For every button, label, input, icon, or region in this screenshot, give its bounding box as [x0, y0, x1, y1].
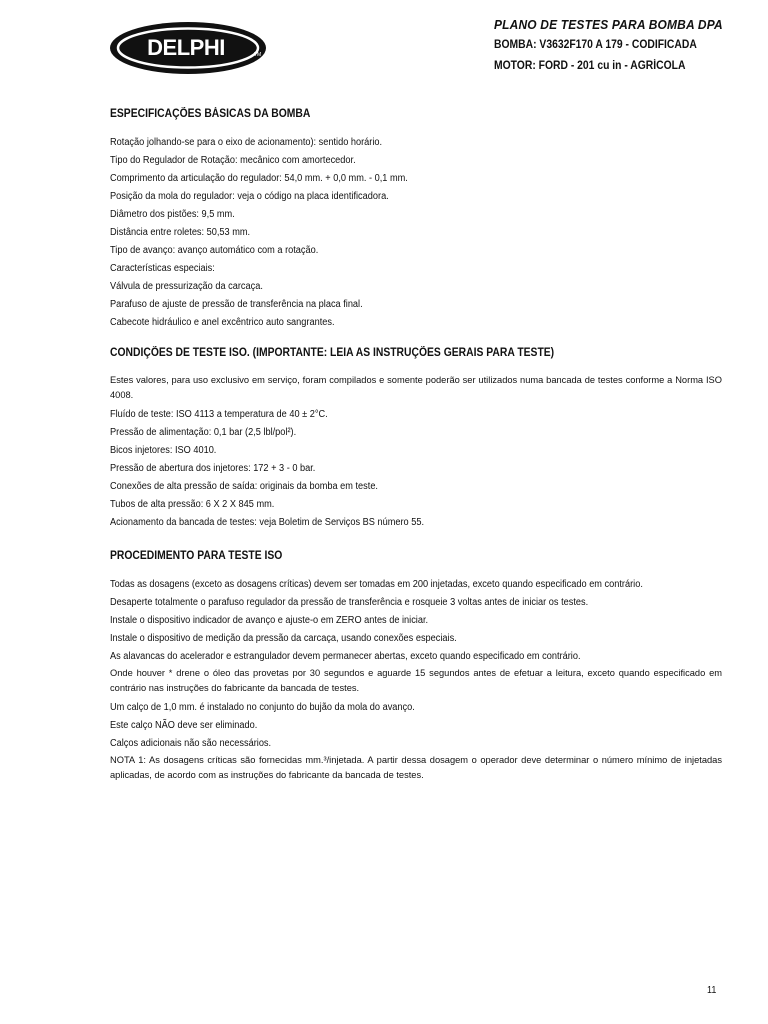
delphi-logo [108, 20, 268, 76]
procedure-line: Desaperte totalmente o parafuso regulador da pressão de transferência e rosqueie 3 voltas antes de iniciar os testes. [110, 597, 589, 608]
procedure-line: Este calço NÃO deve ser eliminado. [110, 720, 258, 731]
condition-line: Conexões de alta pressão de saída: originais da bomba em teste. [110, 481, 378, 492]
document-title: PLANO DE TESTES PARA BOMBA DPA [494, 17, 723, 32]
motor-model: MOTOR: FORD - 201 cu in - AGRÍCOLA [494, 60, 686, 72]
spec-line: Rotação jolhando-se para o eixo de acionamento): sentido horário. [110, 137, 383, 148]
condition-line: Bicos injetores: ISO 4010. [110, 445, 217, 456]
procedure-line: Um calço de 1,0 mm. é instalado no conjunto do bujão da mola do avanço. [110, 702, 415, 713]
spec-line: Diâmetro dos pistões: 9,5 mm. [110, 209, 235, 220]
condition-line: Tubos de alta pressão: 6 X 2 X 845 mm. [110, 499, 275, 510]
spec-line: Cabecote hidráulico e anel excêntrico auto sangrantes. [110, 317, 335, 328]
section-heading: PROCEDIMENTO PARA TESTE ISO [110, 550, 283, 562]
condition-line: Fluído de teste: ISO 4113 a temperatura de 40 ± 2°C. [110, 409, 328, 420]
spec-line: Posição da mola do regulador: veja o código na placa identificadora. [110, 191, 389, 202]
condition-line: Acionamento da bancada de testes: veja Boletim de Serviços BS número 55. [110, 517, 425, 528]
section-iso-procedure [110, 546, 722, 783]
spec-line: Distância entre roletes: 50,53 mm. [110, 227, 251, 238]
svg-text:TM: TM [254, 52, 262, 58]
procedure-line: Calços adicionais não são necessários. [110, 738, 272, 749]
spec-line: Comprimento da articulação do regulador: 54,0 mm. + 0,0 mm. - 0,1 mm. [110, 173, 408, 184]
section-heading: CONDIÇÕES DE TESTE ISO. (IMPORTANTE: LEIA AS INSTRUÇÕES GERAIS PARA TESTE) [110, 347, 555, 359]
procedure-line: Todas as dosagens (exceto as dosagens críticas) devem ser tomadas em 200 injetadas, exceto quando especificado em contrário. [110, 579, 643, 590]
document-header [494, 15, 734, 77]
condition-line: Pressão de alimentação: 0,1 bar (2,5 lbl/pol²). [110, 427, 297, 438]
procedure-line: Instale o dispositivo de medição da pressão da carcaça, usando conexões especiais. [110, 633, 457, 644]
page-number: 11 [707, 985, 717, 996]
spec-line: Características especiais: [110, 263, 215, 274]
spec-line: Tipo de avanço: avanço automático com a rotação. [110, 245, 319, 256]
logo-wordmark: DELPHI [147, 35, 225, 60]
section-basic-specs [110, 104, 722, 332]
spec-line: Parafuso de ajuste de pressão de transferência na placa final. [110, 299, 363, 310]
spec-line: Tipo do Regulador de Rotação: mecânico com amortecedor. [110, 155, 356, 166]
procedure-line: Instale o dispositivo indicador de avanço e ajuste-o em ZERO antes de iniciar. [110, 615, 429, 626]
spec-line: Válvula de pressurização da carcaça. [110, 281, 263, 292]
note-1: NOTA 1: As dosagens críticas são fornecidas mm.³/injetada. A partir dessa dosagem o operador deve determinar o número mínimo de injetadas aplicadas, de acordo com as instruções do fabricante da bancada de testes. [110, 755, 722, 780]
condition-line: Estes valores, para uso exclusivo em serviço, foram compilados e somente poderão ser utilizados numa bancada de testes conforme a Norma ISO 4008. [110, 375, 722, 400]
section-iso-conditions [110, 343, 722, 532]
pump-model: BOMBA: V3632F170 A 179 - CODIFICADA [494, 39, 697, 51]
procedure-line: Onde houver * drene o óleo das provetas por 30 segundos e aguarde 15 segundos antes de efetuar a leitura, exceto quando especificado em contrário nas instruções do fabricante da bancada de testes. [110, 668, 722, 693]
procedure-line: As alavancas do acelerador e estrangulador devem permanecer abertas, exceto quando especificado em contrário. [110, 651, 581, 662]
document-body [110, 104, 722, 786]
condition-line: Pressão de abertura dos injetores: 172 + 3 - 0 bar. [110, 463, 316, 474]
section-heading: ESPECIFICAÇÕES BÁSICAS DA BOMBA [110, 108, 311, 120]
